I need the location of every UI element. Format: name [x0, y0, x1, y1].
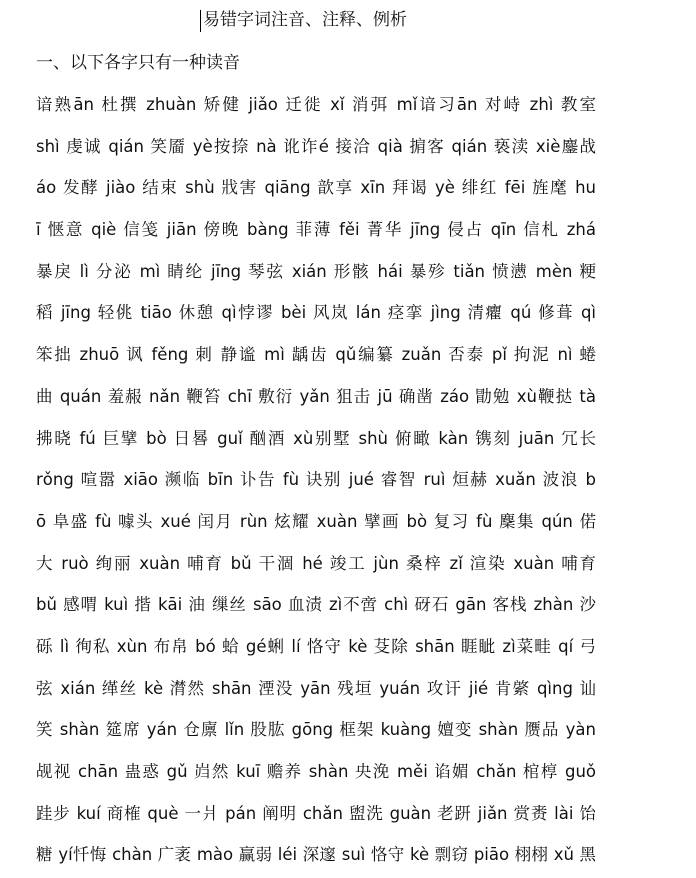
body-line: 糖 yí忏悔 chàn 广袤 mào 赢弱 léi 深邃 suì 恪守 kè 剽窃 piāo 栩栩 xǔ 黑	[36, 845, 596, 865]
body-line: áo 发酵 jiào 结束 shù 戕害 qiāng 歆享 xīn 拜谒 yè 绯红 fēi 旌麾 hu	[36, 178, 596, 198]
body-line: 稻 jīng 轻佻 tiāo 休憩 qì悖谬 bèi 风岚 lán 痉挛 jìng 清癯 qú 修葺 qì	[36, 303, 596, 323]
body-line: 笑 shàn 筵席 yán 仓廪 lǐn 股肱 gōng 框架 kuàng 嬗变 shàn 赝品 yàn	[36, 720, 596, 740]
body-line: 觇视 chān 蛊惑 gǔ 岿然 kuī 赡养 shàn 央浼 měi 谄媚 chǎn 棺椁 guǒ	[36, 762, 596, 781]
body-line: 拂晓 fú 巨擘 bò 日晷 guǐ 酗酒 xù别墅 shù 俯瞰 kàn 镌刻 juān 冗长	[36, 428, 596, 448]
body-line: 砾 lì 徇私 xùn 布帛 bó 蛤 gé蜊 lí 恪守 kè 芟除 shān 睚眦 zì菜畦 qí 弓	[36, 636, 596, 656]
document-body	[36, 86, 596, 878]
section-heading: 一、以下各字只有一种读音	[36, 53, 240, 73]
body-line: ō 阜盛 fù 噱头 xué 闰月 rùn 炫耀 xuàn 擘画 bò 复习 fù 麇集 qún 偌	[36, 511, 596, 531]
body-line: 大 ruò 绚丽 xuàn 哺育 bǔ 干涸 hé 竣工 jùn 桑梓 zǐ 渲染 xuàn 哺育	[36, 553, 596, 573]
body-line: rǒng 喧嚣 xiāo 濒临 bīn 讣告 fù 诀别 jué 睿智 ruì 烜赫 xuǎn 波浪 b	[36, 470, 596, 490]
body-line: 暴戾 lì 分泌 mì 睛纶 jīng 琴弦 xián 形骸 hái 暴殄 tiǎn 愤懑 mèn 粳	[36, 261, 596, 281]
text-cursor	[200, 10, 201, 32]
body-line: shì 虔诚 qián 笑靥 yè按捺 nà 讹诈é 接洽 qià 掮客 qián 亵渎 xiè鏖战	[36, 136, 596, 156]
body-line: 笨拙 zhuō 讽 fěng 刺 静谧 mì 龋齿 qǔ编纂 zuǎn 否泰 pǐ 拘泥 nì 蜷	[36, 345, 596, 365]
body-line: 弦 xián 缂丝 kè 潸然 shān 湮没 yān 残垣 yuán 攻讦 jié 肯綮 qìng 讪	[36, 678, 596, 698]
body-line: 跬步 kuí 商榷 què 一爿 pán 阐明 chǎn 盥洗 guàn 老趼 jiǎn 赏赉 lài 饴	[36, 803, 596, 823]
body-line: bǔ 感喟 kuì 揩 kāi 油 缫丝 sāo 血渍 zì不啻 chì 砑石 gān 客栈 zhàn 沙	[36, 595, 596, 615]
body-line: 曲 quán 羞赧 nǎn 鞭笞 chī 敷衍 yǎn 狙击 jū 确凿 záo 勖勉 xù鞭挞 tà	[36, 386, 596, 406]
body-line: ī 惬意 qiè 信笺 jiān 傍晚 bàng 菲薄 fěi 菁华 jīng 侵占 qīn 信札 zhá	[36, 220, 596, 240]
body-line: 谙熟ān 杜撰 zhuàn 矫健 jiǎo 迁徙 xǐ 消弭 mǐ谙习ān 对峙 zhì 教室	[36, 95, 596, 114]
document-title: 易错字词注音、注释、例析	[203, 10, 407, 30]
